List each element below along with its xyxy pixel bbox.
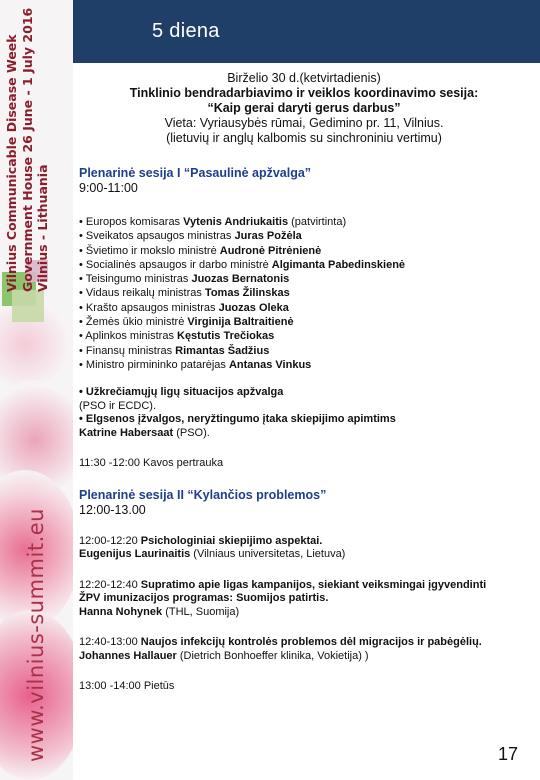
speaker-name: Antanas Vinkus [228,358,312,371]
list-item [79,272,529,286]
event-line: Vilnius Communicable Disease Week [4,34,19,292]
event-line: Vilnius - Lithuania [35,164,50,292]
agenda-content [79,68,529,694]
session-date: Birželio 30 d.(ketvirtadienis) [227,71,381,85]
list-item [79,344,529,358]
vaccine-speaker-line [79,427,529,441]
talk-title-line [79,579,529,593]
coffee-break: 11:30 -12:00 Kavos pertrauka [79,457,224,470]
speaker-list [79,215,529,372]
speaker-name: Johannes Hallauer [79,649,177,662]
talk-speaker-line [79,606,529,620]
speaker-name: Audronė Pitrėnienė [219,244,322,257]
speaker-name: Virginija Baltraitienė [187,316,294,329]
speaker-role: • Teisingumo ministras [79,273,192,286]
list-item [79,358,529,372]
overview-org: (PSO ir ECDC). [79,399,156,412]
speaker-name: Hanna Nohynek [79,605,163,618]
talk-title: Supratimo apie ligas kampanijos, siekiant veiksmingai įgyvendinti [140,578,487,591]
speaker-name: Rimantas Šadžius [175,344,270,357]
talk-time: 12:00-12:20 [79,534,141,547]
talk-title: Psichologiniai skiepijimo aspektai. [140,534,323,547]
speaker-affiliation: (Vilniaus universitetas, Lietuva) [190,548,346,561]
session-title: Tinklinio bendradarbiavimo ir veiklos koordinavimo sesija: [129,86,479,100]
speaker-role: • Sveikatos apsaugos ministras [79,230,235,243]
speaker-affiliation: (PSO). [173,426,210,439]
speaker-role: • Švietimo ir mokslo ministrė [79,244,220,257]
talk-time: 12:40-13:00 [79,636,141,649]
list-item [79,315,529,329]
session-venue: Vieta: Vyriausybės rūmai, Gedimino pr. 11, Vilnius. [164,116,444,130]
session-subtitle: “Kaip gerai daryti gerus darbus” [207,101,401,115]
speaker-role: • Ministro pirmininko patarėjas [79,358,229,371]
speaker-role: • Aplinkos ministras [79,330,177,343]
page-number: 17 [497,744,518,764]
list-item [79,329,529,343]
speaker-name: Katrine Habersaat [79,426,174,439]
speaker-affiliation: (THL, Suomija) [162,605,240,618]
plenary1-title: Plenarinė sesija I “Pasaulinė apžvalga” [79,166,312,180]
speaker-role: • Žemės ūkio ministrė [79,316,188,329]
speaker-name: Eugenijus Laurinaitis [79,548,191,561]
speaker-role: • Finansų ministras [79,344,176,357]
talk-title: Naujos infekcijų kontrolės problemos dėl migracijos ir pabėgėlių. [140,636,482,649]
talk-speaker-line [79,548,529,562]
session-languages: (lietuvių ir anglų kalbomis su sinchroniniu vertimu) [166,131,442,145]
list-item [79,286,529,300]
speaker-role: • Europos komisaras [79,216,184,228]
talk-block [79,636,529,663]
vaccine-title: • Elgsenos įžvalgos, neryžtingumo įtaka skiepijimo apimtims [79,413,396,426]
speaker-role: • Vidaus reikalų ministras [79,287,205,300]
speaker-affiliation: (Dietrich Bonhoeffer klinika, Vokietija) ) [176,649,369,662]
speaker-name: Kęstutis Trečiokas [177,330,275,343]
speaker-name: Juozas Oleka [218,301,289,314]
event-sidebar [0,0,73,780]
list-item [79,215,529,229]
overview-title: • Užkrečiamųjų ligų situacijos apžvalga [79,386,284,399]
speaker-note: (patvirtinta) [288,216,347,228]
decorative-square [12,290,44,322]
talk-block [79,579,529,620]
talk-block [79,535,529,562]
speaker-name: Algimanta Pabedinskienė [271,258,406,271]
plenary2-title: Plenarinė sesija II “Kylančios problemos” [79,487,327,502]
plenary2-time: 12:00-13.00 [79,502,146,517]
page-header [73,0,540,63]
speaker-name: Tomas Žilinskas [204,287,290,300]
speaker-role: • Socialinės apsaugos ir darbo ministrė [79,258,272,271]
plenary1-time: 9:00-11:00 [79,181,138,195]
speaker-name: Juozas Bernatonis [191,273,290,286]
talk-speaker-line [79,650,529,664]
speaker-name: Juras Požėla [234,230,302,243]
speaker-role: • Krašto apsaugos ministras [79,301,219,314]
event-title [4,2,51,292]
speaker-name: Vytenis Andriukaitis [183,216,289,228]
page-title: 5 diena [152,20,220,42]
list-item [79,229,529,243]
website-url: www.vilnius-summit.eu [24,508,48,762]
talk-title-line [79,636,529,650]
talk-time: 12:20-12:40 [79,578,141,591]
list-item [79,244,529,258]
talk-title-line [79,535,529,549]
event-line: Government House 26 June - 1 July 2016 [19,7,35,292]
list-item [79,258,529,272]
session-intro [79,71,529,146]
lunch-break: 13:00 -14:00 Pietūs [79,680,175,693]
overview-block [79,386,529,440]
list-item [79,301,529,315]
talk-title-cont: ŽPV imunizacijos programas: Suomijos patirtis. [79,592,329,605]
